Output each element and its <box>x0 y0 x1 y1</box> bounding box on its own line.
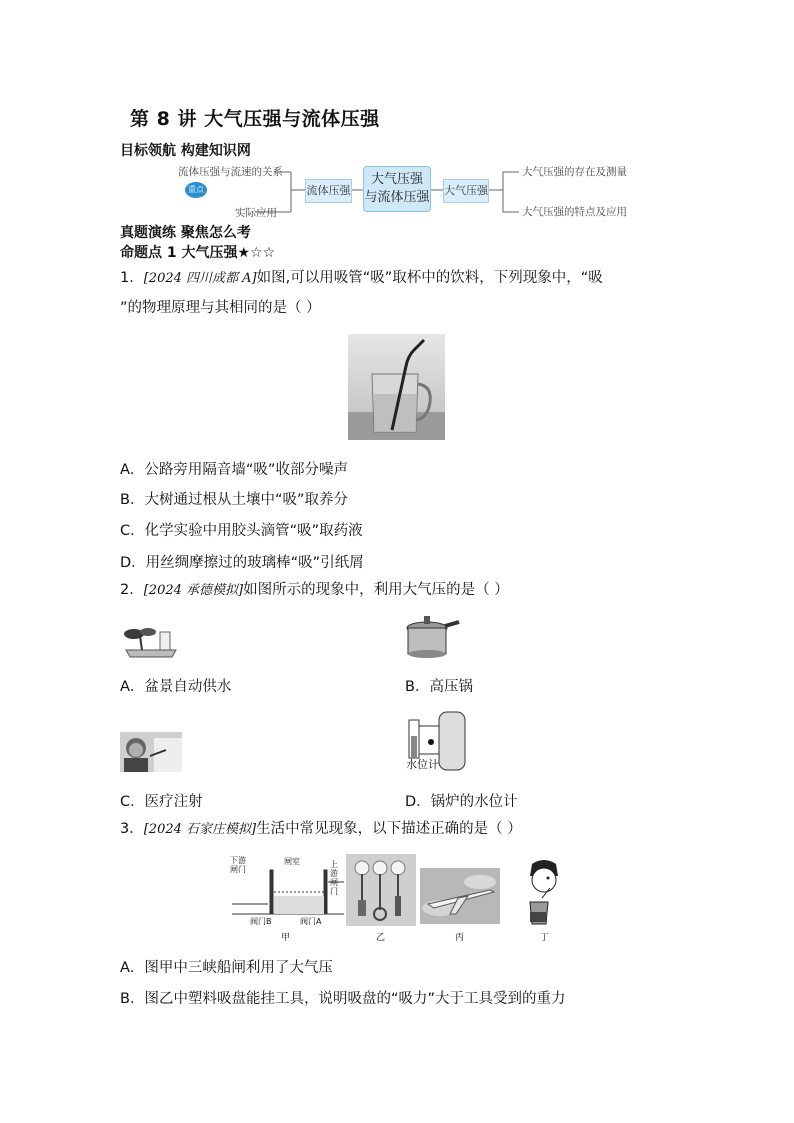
map-node-fluid: 流体压强 <box>305 179 352 203</box>
glass-straw-image <box>348 334 445 440</box>
q2-number: 2． <box>120 582 144 598</box>
bonsai-image <box>120 624 182 660</box>
q1-source: [2024 四川成都 A] <box>143 271 257 286</box>
drinking-boy-image <box>522 858 562 928</box>
suction-cup-image <box>346 854 416 926</box>
question-1 <box>120 268 680 289</box>
fig-label-ding: 丁 <box>540 933 550 943</box>
map-left-top: 流体压强与流速的关系 <box>178 166 283 178</box>
lock-label-valve-b: 阀门B <box>250 917 272 926</box>
section-heading-goals: 目标领航 构建知识网 <box>120 143 251 159</box>
lock-label-downstream: 下游闸门 <box>230 856 246 874</box>
map-left-bottom: 实际应用 <box>235 207 277 219</box>
map-center-line2: 与流体压强 <box>364 190 430 205</box>
lock-label-valve-a: 阀门A <box>300 917 322 926</box>
lock-label-chamber: 闸室 <box>284 857 300 866</box>
gauge-label: 水位计 <box>406 758 439 771</box>
map-center-line1: 大气压强 <box>370 172 423 187</box>
q2-text: 如图所示的现象中，利用大气压的是（ ） <box>243 582 509 598</box>
pressure-cooker-image <box>405 614 461 660</box>
q2-option-b: B．高压锅 <box>405 679 473 695</box>
topic-heading: 命题点 1 大气压强★☆☆ <box>120 245 276 261</box>
section-heading-practice: 真题演练 聚焦怎么考 <box>120 225 251 241</box>
q3-option-a: A．图甲中三峡船闸利用了大气压 <box>120 960 333 976</box>
q1-option-a: A．公路旁用隔音墙“吸”收部分噪声 <box>120 462 348 478</box>
lock-label-upstream: 上游闸门 <box>330 860 338 896</box>
q2-option-d: D．锅炉的水位计 <box>405 794 518 810</box>
q3-number: 3． <box>120 821 144 837</box>
q2-source: [2024 承德模拟] <box>143 583 244 598</box>
q3-option-b: B．图乙中塑料吸盘能挂工具，说明吸盘的“吸力”大于工具受到的重力 <box>120 991 566 1007</box>
q2-option-a: A．盆景自动供水 <box>120 679 232 695</box>
map-node-atmos: 大气压强 <box>443 179 489 203</box>
ship-lock-diagram <box>228 856 346 926</box>
map-right-bottom: 大气压强的特点及应用 <box>522 206 627 218</box>
q2-option-c: C．医疗注射 <box>120 794 203 810</box>
fig-label-bing: 丙 <box>455 933 465 943</box>
fig-label-jia: 甲 <box>281 933 291 943</box>
map-center-node <box>363 166 431 212</box>
map-right-top: 大气压强的存在及测量 <box>522 166 627 178</box>
q3-text: 生活中常见现象，以下描述正确的是（ ） <box>256 821 522 837</box>
question-3 <box>120 819 522 840</box>
knowledge-map <box>175 160 635 220</box>
q1-number: 1． <box>120 270 144 286</box>
q1-option-b: B．大树通过根从土壤中“吸”取养分 <box>120 492 348 508</box>
q1-option-d: D．用丝绸摩擦过的玻璃棒“吸”引纸屑 <box>120 555 364 571</box>
airplane-image <box>420 868 500 924</box>
page-title: 第 8 讲 大气压强与流体压强 <box>130 108 380 130</box>
question-2 <box>120 580 509 601</box>
injection-image <box>120 732 182 772</box>
q1-text-a: 如图,可以用吸管“吸”取杯中的饮料，下列现象中，“吸 <box>256 270 603 286</box>
fig-label-yi: 乙 <box>376 933 386 943</box>
q3-source: [2024 石家庄模拟] <box>143 822 257 837</box>
q1-text-b: ”的物理原理与其相同的是（ ） <box>120 300 321 316</box>
key-point-badge: 重点 <box>185 182 207 198</box>
q1-option-c: C．化学实验中用胶头滴管“吸”取药液 <box>120 523 363 539</box>
